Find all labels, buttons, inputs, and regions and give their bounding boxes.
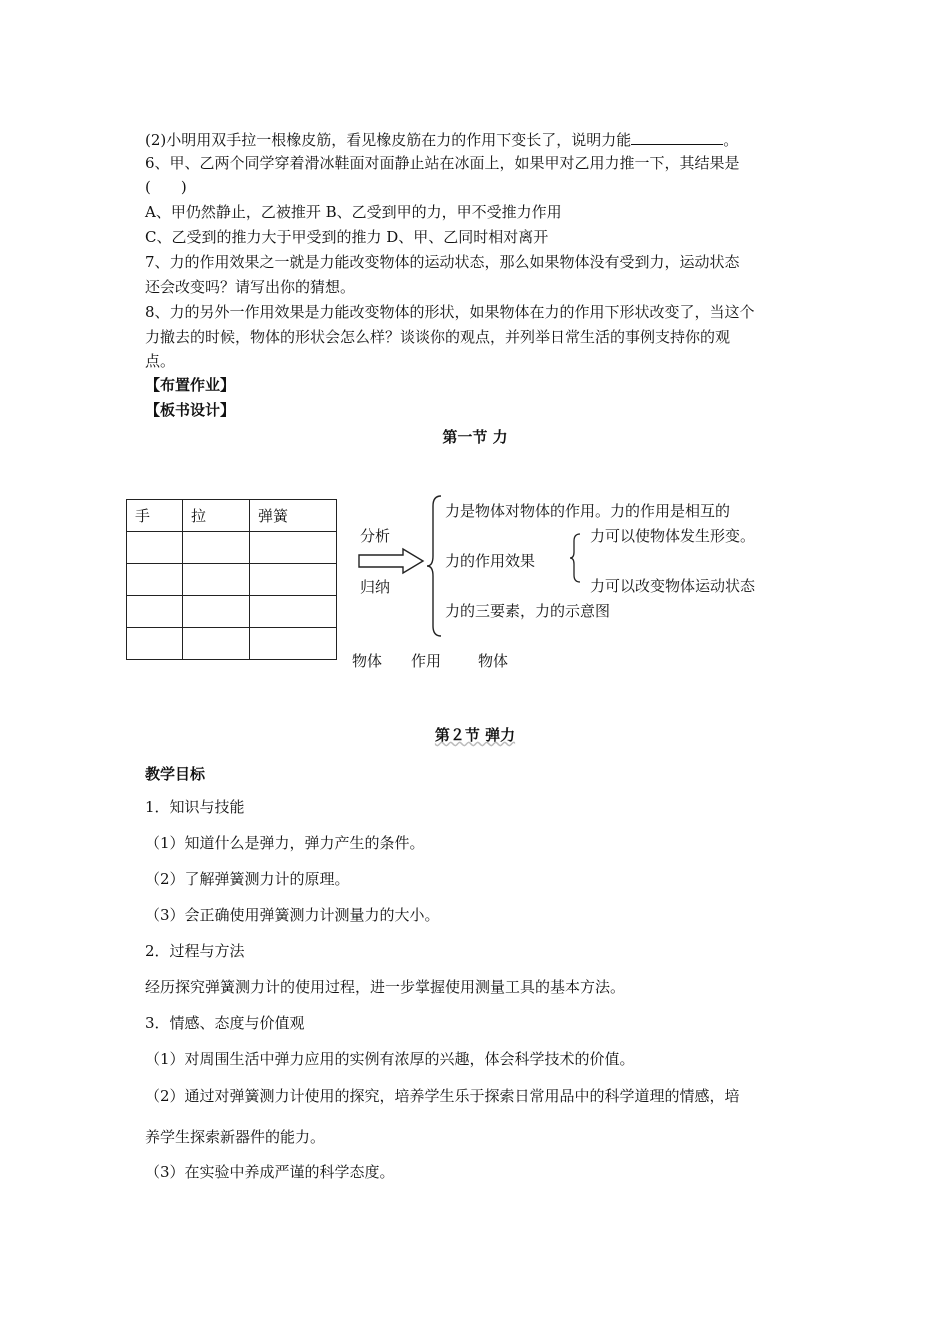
table-row [127, 564, 337, 596]
section-1-title: 第一节 力 [442, 428, 508, 446]
table-header-pull: 拉 [183, 500, 250, 532]
goal-line: 2．过程与方法 [145, 942, 245, 960]
question-5-part-2: (2)小明用双手拉一根橡皮筋，看见橡皮筋在力的作用下变长了，说明力能 。 [145, 131, 739, 149]
question-8-cont: 力撤去的时候，物体的形状会怎么样？谈谈你的观点，并列举日常生活的事例支持你的观 [145, 328, 731, 346]
goal-line: （2）通过对弹簧测力计使用的探究，培养学生乐于探索日常用品中的科学道理的情感，培 [145, 1087, 740, 1105]
effect-motion-state: 力可以改变物体运动状态 [590, 577, 756, 595]
goal-line: （3）会正确使用弹簧测力计测量力的大小。 [145, 906, 440, 924]
goal-line: 养学生探索新器件的能力。 [145, 1128, 326, 1146]
homework-heading: 【布置作业】 [145, 376, 236, 394]
right-arrow-icon [357, 547, 427, 575]
brace-item-effects: 力的作用效果 [445, 552, 536, 570]
small-brace-icon [568, 532, 582, 584]
goal-line: （2）了解弹簧测力计的原理。 [145, 870, 350, 888]
section-2-title: 第２节 弹力 [434, 726, 516, 744]
goal-line: （3）在实验中养成严谨的科学态度。 [145, 1163, 395, 1181]
question-8: 8、力的另外一作用效果是力能改变物体的形状，如果物体在力的作用下形状改变了，当这个 [145, 303, 755, 321]
question-8-end: 点。 [145, 352, 176, 370]
table-row [127, 628, 337, 660]
goal-line: 3．情感、态度与价值观 [145, 1014, 305, 1032]
table-header-hand: 手 [127, 500, 183, 532]
question-6-options-cd: C、乙受到的推力大于甲受到的推力 D、甲、乙同时相对离开 [145, 228, 549, 246]
board-design-heading: 【板书设计】 [145, 401, 236, 419]
goal-line: 经历探究弹簧测力计的使用过程，进一步掌握使用测量工具的基本方法。 [145, 978, 626, 996]
answer-blank[interactable] [631, 130, 723, 145]
arrow-label-analyze: 分析 [360, 527, 391, 545]
question-6-options-ab: A、甲仍然静止，乙被推开 B、乙受到甲的力，甲不受推力作用 [145, 203, 562, 221]
brace-item-interaction: 力是物体对物体的作用。力的作用是相互的 [445, 502, 731, 520]
question-6: 6、甲、乙两个同学穿着滑冰鞋面对面静止站在冰面上，如果甲对乙用力推一下，其结果是 [145, 154, 740, 172]
brace-item-three-elements: 力的三要素，力的示意图 [445, 602, 611, 620]
bottom-word-object-1: 物体 [352, 652, 383, 670]
bottom-word-action: 作用 [411, 652, 442, 670]
table-row [127, 596, 337, 628]
board-table [126, 499, 337, 660]
goal-line: （1）知道什么是弹力，弹力产生的条件。 [145, 834, 425, 852]
question-7-cont: 还会改变吗？请写出你的猜想。 [145, 278, 356, 296]
goal-line: （1）对周围生活中弹力应用的实例有浓厚的兴趣，体会科学技术的价值。 [145, 1050, 635, 1068]
teaching-goals-heading: 教学目标 [145, 765, 206, 783]
goal-line: 1．知识与技能 [145, 798, 245, 816]
table-header-spring: 弹簧 [250, 500, 337, 532]
bottom-word-object-2: 物体 [478, 652, 509, 670]
left-brace-icon [425, 494, 445, 638]
question-6-parens: ( ) [145, 178, 187, 196]
table-row [127, 532, 337, 564]
effect-deformation: 力可以使物体发生形变。 [590, 527, 756, 545]
question-7: 7、力的作用效果之一就是力能改变物体的运动状态，那么如果物体没有受到力，运动状态 [145, 253, 740, 271]
arrow-label-summarize: 归纳 [360, 578, 391, 596]
